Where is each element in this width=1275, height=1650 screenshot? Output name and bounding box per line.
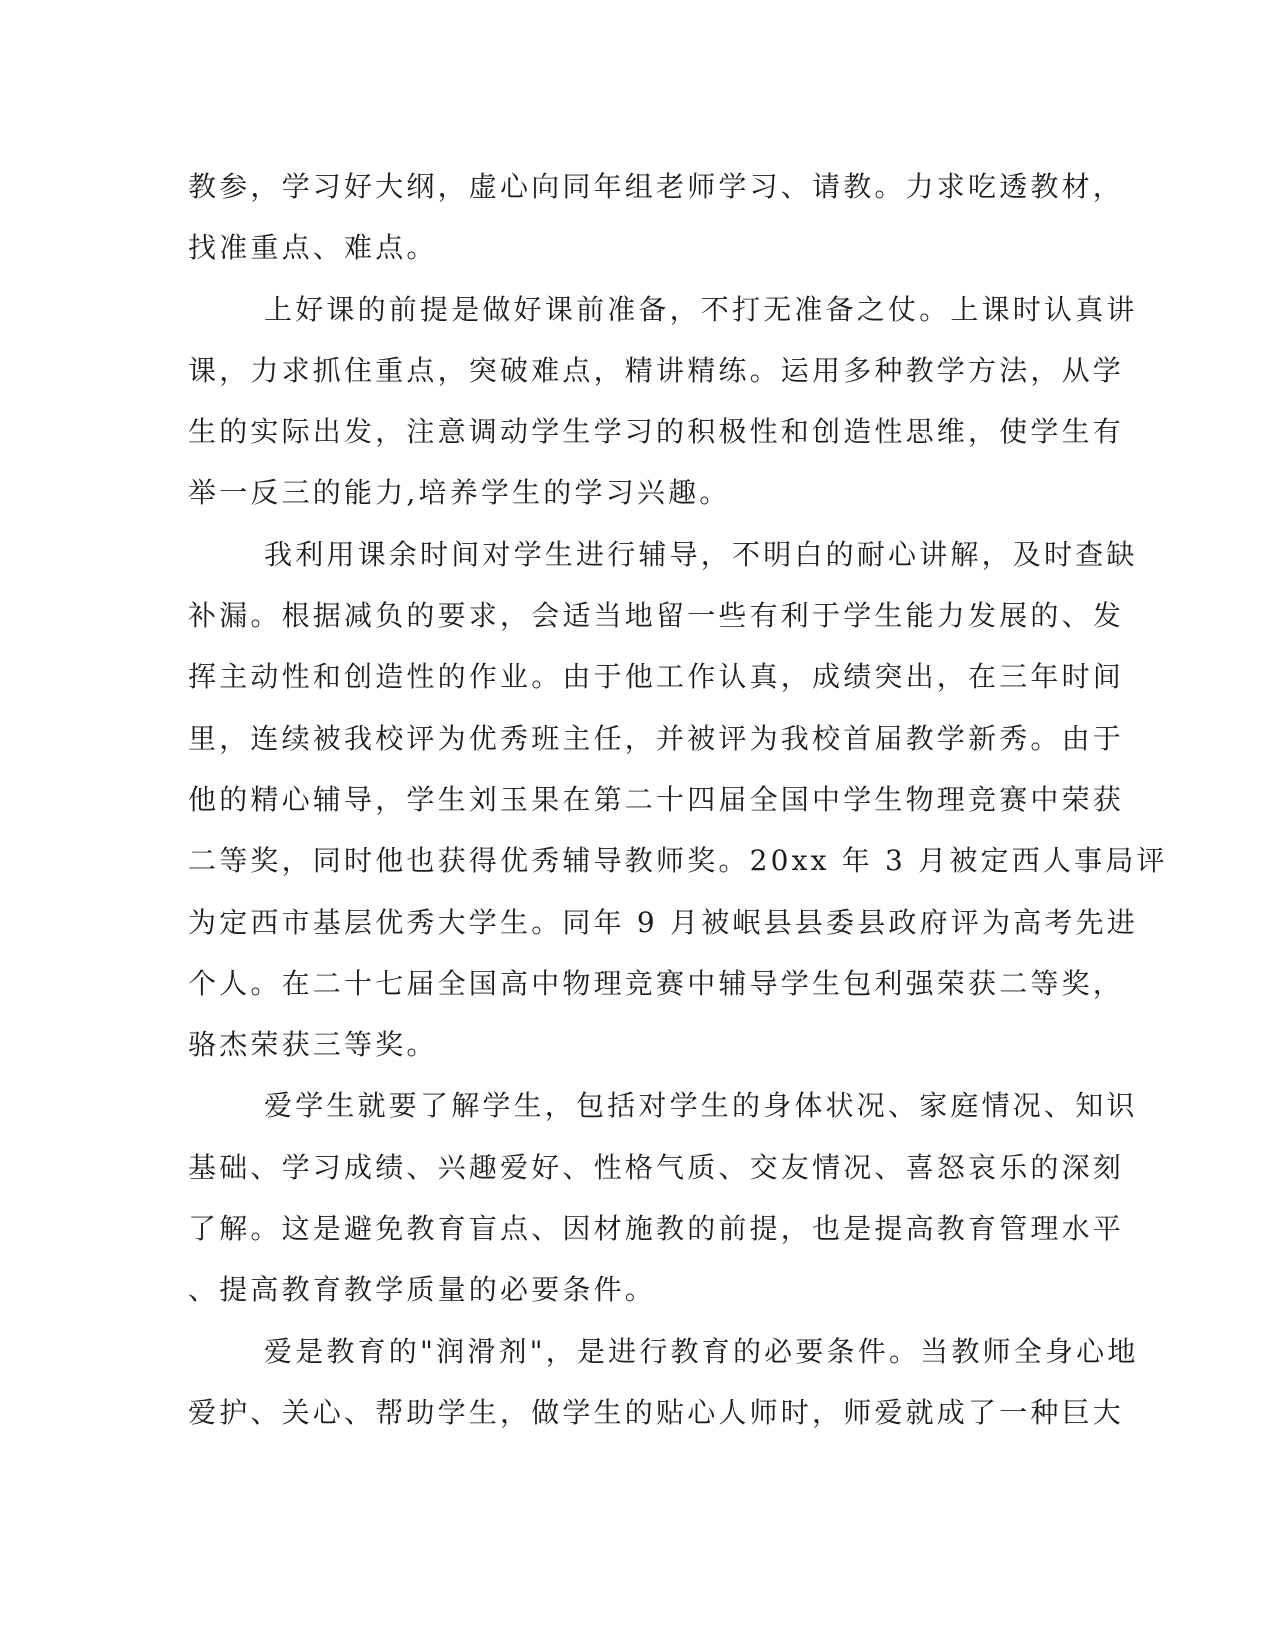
text-line: 他的精心辅导，学生刘玉果在第二十四届全国中学生物理竞赛中荣获 xyxy=(188,782,1125,816)
paragraph-first-line: 爱学生就要了解学生，包括对学生的身体状况、家庭情况、知识 xyxy=(264,1089,1138,1123)
paragraph-first-line: 我利用课余时间对学生进行辅导，不明白的耐心讲解，及时查缺 xyxy=(264,537,1138,571)
text-line: 爱护、关心、帮助学生，做学生的贴心人师时，师爱就成了一种巨大 xyxy=(188,1395,1125,1429)
text-line: 挥主动性和创造性的作业。由于他工作认真，成绩突出，在三年时间 xyxy=(188,660,1125,694)
paragraph-first-line: 上好课的前提是做好课前准备，不打无准备之仗。上课时认真讲 xyxy=(264,292,1138,326)
text-line: 个人。在二十七届全国高中物理竞赛中辅导学生包利强荣获二等奖， xyxy=(188,966,1125,1000)
text-line: 基础、学习成绩、兴趣爱好、性格气质、交友情况、喜怒哀乐的深刻 xyxy=(188,1150,1125,1184)
text-line: 为定西市基层优秀大学生。同年 9 月被岷县县委县政府评为高考先进 xyxy=(188,905,1139,939)
text-line: 、提高教育教学质量的必要条件。 xyxy=(188,1273,657,1307)
text-line: 课，力求抓住重点，突破难点，精讲精练。运用多种教学方法，从学 xyxy=(188,353,1125,387)
text-line: 补漏。根据减负的要求，会适当地留一些有利于学生能力发展的、发 xyxy=(188,599,1125,633)
paragraph-first-line: 爱是教育的"润滑剂"，是进行教育的必要条件。当教师全身心地 xyxy=(264,1334,1139,1368)
text-line: 生的实际出发，注意调动学生学习的积极性和创造性思维，使学生有 xyxy=(188,415,1125,449)
text-line: 教参，学习好大纲，虚心向同年组老师学习、请教。力求吃透教材， xyxy=(188,170,1125,203)
text-line: 举一反三的能力,培养学生的学习兴趣。 xyxy=(188,476,731,510)
text-line: 二等奖，同时他也获得优秀辅导教师奖。20xx 年 3 月被定西人事局评 xyxy=(188,844,1168,878)
text-line: 了解。这是避免教育盲点、因材施教的前提，也是提高教育管理水平 xyxy=(188,1212,1125,1246)
text-line: 找准重点、难点。 xyxy=(188,231,438,265)
document-body xyxy=(188,156,1168,1443)
text-line: 里，连续被我校评为优秀班主任，并被评为我校首届教学新秀。由于 xyxy=(188,721,1125,755)
text-line: 骆杰荣获三等奖。 xyxy=(188,1028,438,1062)
